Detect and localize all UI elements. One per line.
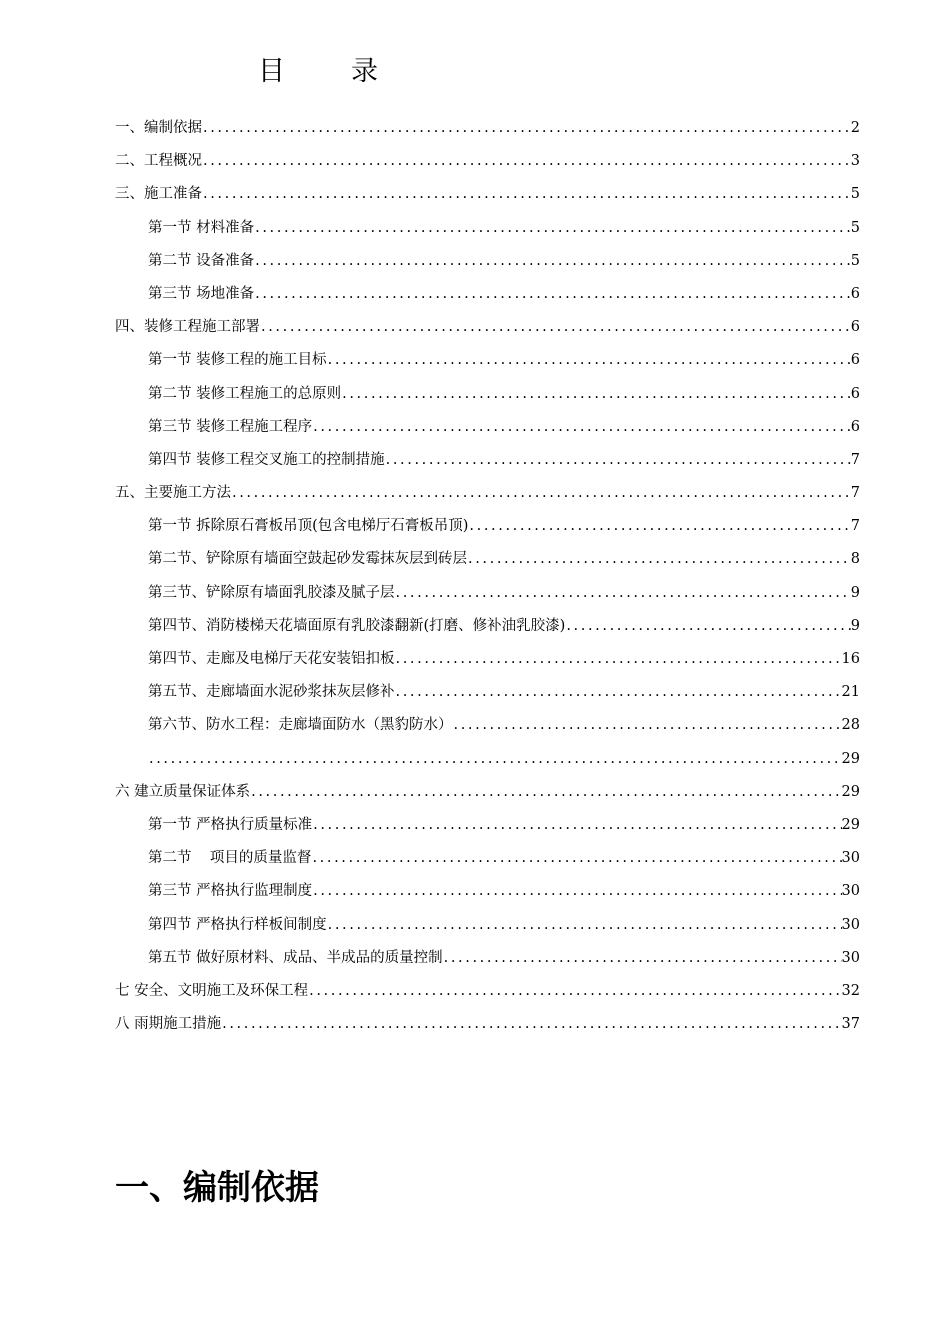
toc-page-number: 5	[850, 219, 860, 236]
dot-leader	[467, 543, 851, 576]
toc-entry[interactable]	[115, 809, 860, 842]
toc-entry[interactable]	[115, 112, 860, 145]
toc-page-number: 9	[850, 584, 860, 601]
toc-entry[interactable]	[115, 975, 860, 1008]
toc-entry-text: 第一节 拆除原石膏板吊顶(包含电梯厅石膏板吊顶)	[148, 518, 469, 535]
dot-leader	[385, 444, 851, 477]
toc-entry-text: 第三节、铲除原有墙面乳胶漆及腻子层	[148, 584, 395, 601]
section-heading: 一、编制依据	[115, 1168, 319, 1208]
toc-page-number: 21	[841, 684, 860, 701]
toc-page-number: 7	[850, 451, 860, 468]
toc-page-number: 32	[841, 982, 860, 999]
toc-entry-text: 第五节、走廊墙面水泥砂浆抹灰层修补	[148, 684, 395, 701]
toc-entry-text: 第一节 材料准备	[148, 219, 255, 236]
toc-entry[interactable]	[115, 643, 860, 676]
dot-leader	[148, 743, 842, 776]
dot-leader	[565, 610, 850, 643]
table-of-contents	[115, 112, 860, 1041]
toc-entry-text: 二、工程概况	[115, 153, 202, 170]
toc-entry-text: 第三节 严格执行监理制度	[148, 883, 313, 900]
toc-entry-text: 第四节 装修工程交叉施工的控制措施	[148, 451, 385, 468]
toc-entry[interactable]	[115, 311, 860, 344]
dot-leader	[250, 776, 841, 809]
dot-leader	[327, 344, 851, 377]
toc-entry-text: 第四节、消防楼梯天花墙面原有乳胶漆翻新(打磨、修补油乳胶漆)	[148, 617, 566, 634]
toc-page-number: 7	[850, 485, 860, 502]
toc-page-number: 6	[850, 385, 860, 402]
toc-entry-text: 第一节 严格执行质量标准	[148, 816, 313, 833]
toc-entry[interactable]	[115, 212, 860, 245]
toc-entry-text: 第四节 严格执行样板间制度	[148, 916, 327, 933]
toc-entry-text: 六 建立质量保证体系	[115, 783, 251, 800]
toc-page-number: 29	[841, 750, 860, 767]
toc-entry[interactable]	[115, 709, 860, 742]
toc-entry[interactable]	[115, 676, 860, 709]
toc-page-number: 3	[850, 153, 860, 170]
toc-entry[interactable]	[115, 776, 860, 809]
dot-leader	[202, 178, 851, 211]
toc-entry-text: 一、编制依据	[115, 120, 202, 136]
toc-entry-text: 第二节、铲除原有墙面空鼓起砂发霉抹灰层到砖层	[148, 551, 467, 568]
toc-page-number: 6	[850, 285, 860, 302]
toc-page-number: 30	[841, 949, 860, 966]
toc-entry-text: 第二节 设备准备	[148, 252, 255, 269]
toc-page-number: 6	[850, 319, 860, 336]
dot-leader	[468, 510, 850, 543]
dot-leader	[308, 975, 841, 1008]
toc-entry-text: 第六节、防水工程：走廊墙面防水（黑豹防水）	[148, 717, 453, 734]
toc-entry-text: 第二节 装修工程施工的总原则	[148, 385, 342, 402]
toc-entry[interactable]	[115, 543, 860, 576]
toc-entry[interactable]	[115, 378, 860, 411]
toc-page-number: 29	[841, 783, 860, 800]
toc-entry[interactable]	[115, 1008, 860, 1041]
toc-entry-text: 八 雨期施工措施	[115, 1016, 222, 1033]
toc-page-number: 6	[850, 418, 860, 435]
toc-page-number: 5	[850, 186, 860, 203]
toc-entry[interactable]	[115, 278, 860, 311]
toc-page-number: 30	[841, 883, 860, 900]
toc-entry[interactable]	[115, 477, 860, 510]
toc-entry-text: 第一节 装修工程的施工目标	[148, 352, 327, 369]
toc-entry-text: 四、装修工程施工部署	[115, 319, 260, 336]
toc-entry-text: 第五节 做好原材料、成品、半成品的质量控制	[148, 949, 443, 966]
dot-leader	[254, 212, 851, 245]
toc-entry[interactable]	[115, 875, 860, 908]
toc-entry[interactable]	[115, 743, 860, 776]
toc-entry-text: 七 安全、文明施工及环保工程	[115, 982, 309, 999]
toc-entry[interactable]	[115, 909, 860, 942]
dot-leader	[312, 809, 841, 842]
dot-leader	[341, 378, 851, 411]
toc-entry[interactable]	[115, 411, 860, 444]
toc-page-number: 7	[850, 518, 860, 535]
dot-leader	[254, 278, 851, 311]
toc-entry[interactable]	[115, 510, 860, 543]
toc-entry[interactable]	[115, 145, 860, 178]
toc-entry-text: 第三节 装修工程施工程序	[148, 418, 313, 435]
toc-page-number: 6	[850, 352, 860, 369]
toc-entry-text: 第二节 项目的质量监督	[148, 850, 312, 867]
dot-leader	[395, 577, 851, 610]
toc-entry[interactable]	[115, 444, 860, 477]
toc-entry-text: 第三节 场地准备	[148, 285, 255, 302]
toc-page-number: 29	[841, 816, 860, 833]
toc-entry-text: 五、主要施工方法	[115, 485, 231, 502]
toc-entry-text: 三、施工准备	[115, 186, 202, 203]
dot-leader	[327, 909, 842, 942]
toc-page-number: 37	[841, 1016, 860, 1033]
toc-entry[interactable]	[115, 577, 860, 610]
dot-leader	[312, 411, 851, 444]
toc-entry[interactable]	[115, 610, 860, 643]
dot-leader	[312, 875, 841, 908]
dot-leader	[311, 842, 841, 875]
toc-page-number: 16	[841, 651, 860, 667]
toc-page-number: 30	[841, 916, 860, 933]
dot-leader	[221, 1008, 841, 1041]
toc-entry[interactable]	[115, 245, 860, 278]
toc-page-number: 30	[841, 850, 860, 867]
toc-page-number: 28	[841, 717, 860, 734]
toc-entry[interactable]	[115, 178, 860, 211]
toc-entry[interactable]	[115, 842, 860, 875]
dot-leader	[254, 245, 851, 278]
toc-entry[interactable]	[115, 344, 860, 377]
dot-leader	[202, 112, 851, 145]
dot-leader	[231, 477, 851, 510]
dot-leader	[395, 643, 842, 676]
toc-title: 目录	[258, 56, 444, 87]
dot-leader	[260, 311, 851, 344]
dot-leader	[202, 145, 851, 178]
toc-entry-text: 第四节、走廊及电梯厅天花安装铝扣板	[148, 651, 395, 667]
toc-page-number: 8	[850, 551, 860, 568]
toc-page-number: 9	[850, 617, 860, 634]
dot-leader	[453, 709, 842, 742]
dot-leader	[443, 942, 842, 975]
toc-page-number: 2	[850, 120, 860, 136]
toc-entry[interactable]	[115, 942, 860, 975]
dot-leader	[395, 676, 842, 709]
toc-page-number: 5	[850, 252, 860, 269]
